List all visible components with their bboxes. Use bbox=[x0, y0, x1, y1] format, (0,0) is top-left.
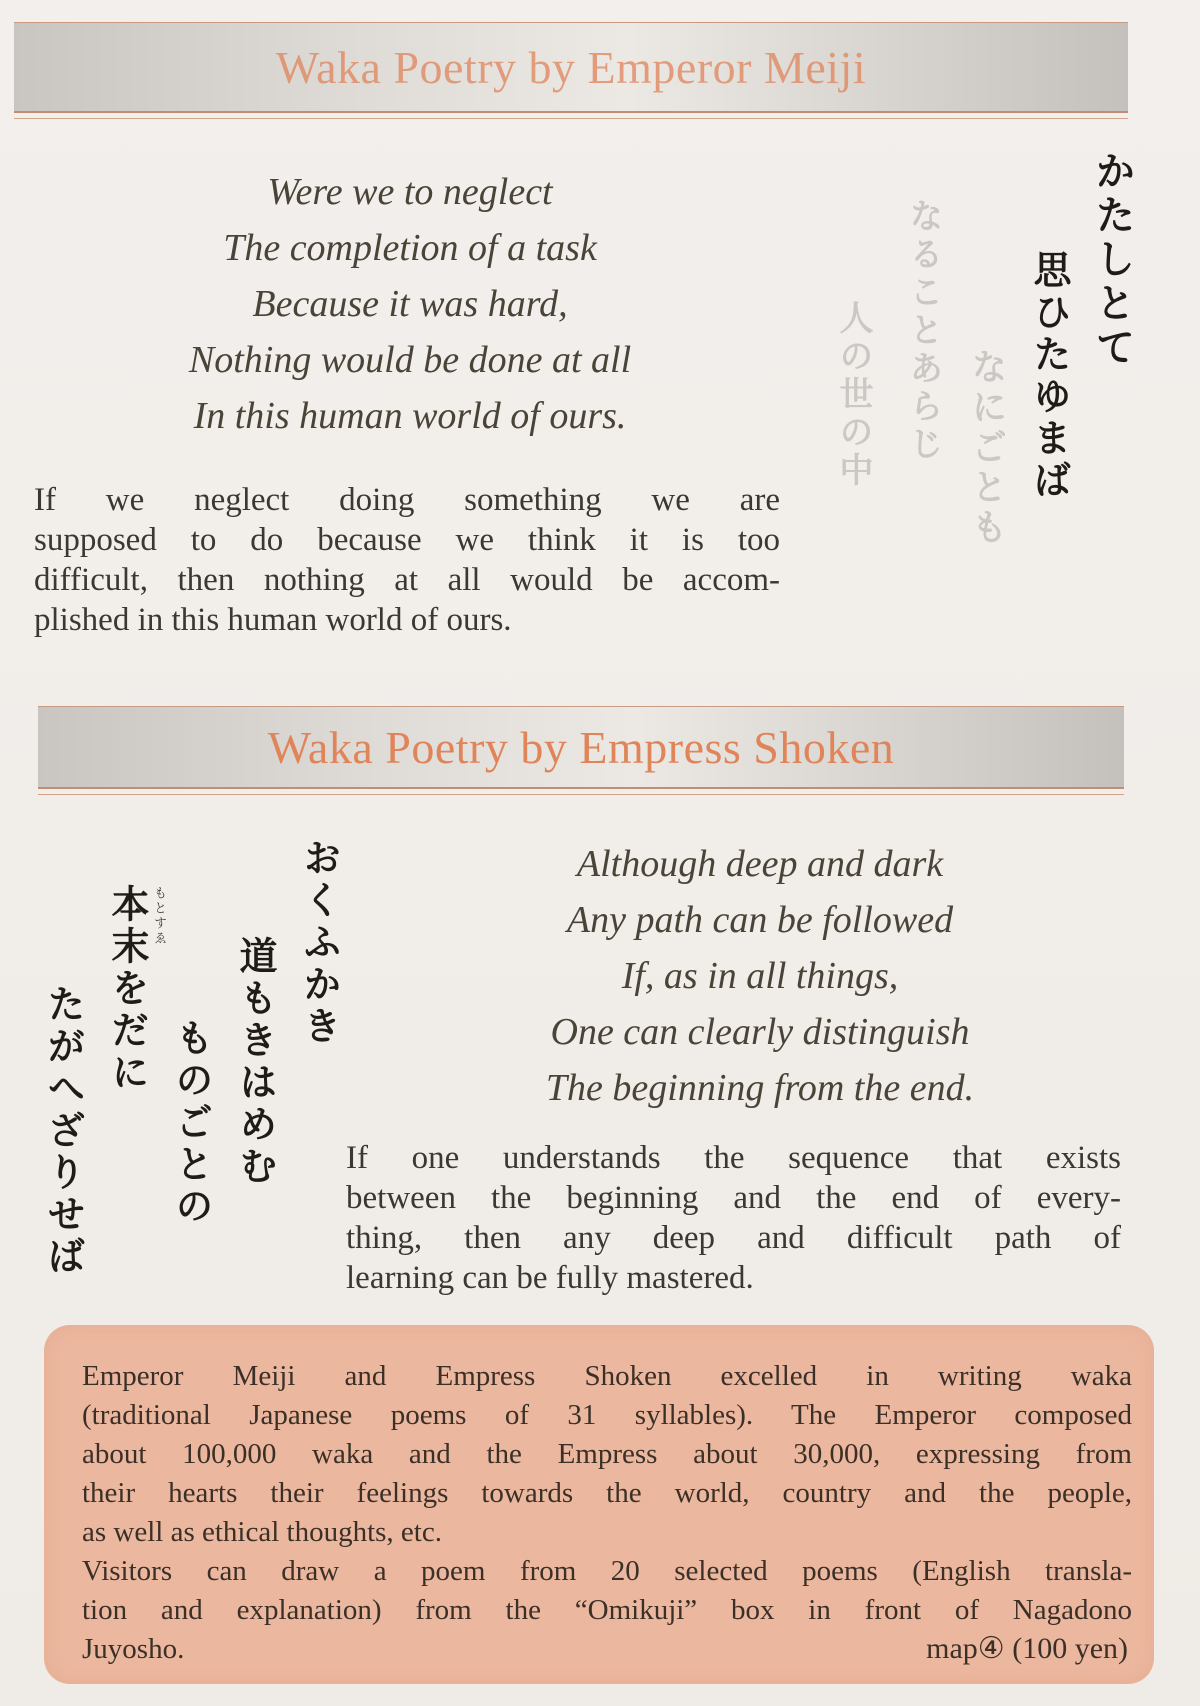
shoken-japanese-column-1: おくふかき bbox=[297, 838, 341, 1048]
poem-line: One can clearly distinguish bbox=[550, 1011, 970, 1053]
note-line: Visitors can draw a poem from 20 selected poems (English transla- bbox=[82, 1555, 1132, 1587]
note-line: their hearts their feelings towards the world, country and the people, bbox=[82, 1477, 1132, 1509]
poem-line: Were we to neglect bbox=[267, 171, 553, 213]
poem-line: Although deep and dark bbox=[576, 843, 944, 885]
shoken-ruby-reading: もとすゑ bbox=[151, 886, 166, 946]
note-line: as well as ethical thoughts, etc. bbox=[82, 1516, 442, 1548]
meiji-japanese-column-3: なにごとも bbox=[966, 348, 1007, 548]
explanation-line: between the beginning and the end of every- bbox=[346, 1180, 1121, 1216]
poem-line: Any path can be followed bbox=[566, 899, 954, 941]
shoken-title: Waka Poetry by Empress Shoken bbox=[267, 721, 895, 773]
shoken-banner bbox=[38, 706, 1124, 789]
meiji-japanese-column-5: 人の世の中 bbox=[833, 300, 873, 490]
poem-line: Nothing would be done at all bbox=[188, 339, 632, 381]
shoken-explanation bbox=[346, 1138, 1121, 1298]
info-note-box bbox=[44, 1325, 1154, 1684]
meiji-japanese-column-4: なることあらじ bbox=[903, 198, 943, 464]
explanation-line: If we neglect doing something we are bbox=[34, 482, 780, 518]
shoken-japanese-column-3: ものごとの bbox=[169, 1018, 213, 1228]
poem-line: In this human world of ours. bbox=[193, 395, 627, 437]
poem-line: If, as in all things, bbox=[621, 955, 899, 997]
meiji-japanese-column-1: かたしとて bbox=[1089, 150, 1135, 370]
note-line: about 100,000 waka and the Empress about 30,000, expressing from bbox=[82, 1438, 1132, 1470]
poem-line: The completion of a task bbox=[223, 227, 597, 269]
note-line: Juyosho. bbox=[82, 1633, 185, 1665]
shoken-japanese-column-2: 道もきはめむ bbox=[233, 936, 277, 1188]
explanation-line: thing, then any deep and difficult path of bbox=[346, 1220, 1121, 1256]
meiji-title: Waka Poetry by Emperor Meiji bbox=[275, 41, 867, 93]
note-line: tion and explanation) from the “Omikuji” box in front of Nagadono bbox=[82, 1594, 1132, 1626]
explanation-line: plished in this human world of ours. bbox=[34, 602, 512, 638]
note-line: Emperor Meiji and Empress Shoken excelled in writing waka bbox=[82, 1360, 1132, 1392]
meiji-banner bbox=[14, 22, 1128, 113]
explanation-line: learning can be fully mastered. bbox=[346, 1260, 754, 1296]
note-line: (traditional Japanese poems of 31 syllables). The Emperor composed bbox=[82, 1399, 1132, 1431]
explanation-line: supposed to do because we think it is too bbox=[34, 522, 780, 558]
shoken-japanese-column-4: 本末をだに bbox=[105, 884, 149, 1094]
poem-line: Because it was hard, bbox=[252, 283, 568, 325]
map-reference: map④ (100 yen) bbox=[926, 1632, 1128, 1665]
meiji-poem bbox=[120, 164, 700, 444]
explanation-line: If one understands the sequence that exists bbox=[346, 1140, 1121, 1176]
explanation-line: difficult, then nothing at all would be accom- bbox=[34, 562, 780, 598]
shoken-poem bbox=[480, 836, 1040, 1116]
poem-line: The beginning from the end. bbox=[545, 1067, 975, 1109]
meiji-japanese-column-2: 思ひたゆまば bbox=[1027, 250, 1071, 502]
meiji-explanation bbox=[34, 480, 780, 640]
shoken-japanese-column-5: たがへざりせば bbox=[41, 984, 85, 1278]
